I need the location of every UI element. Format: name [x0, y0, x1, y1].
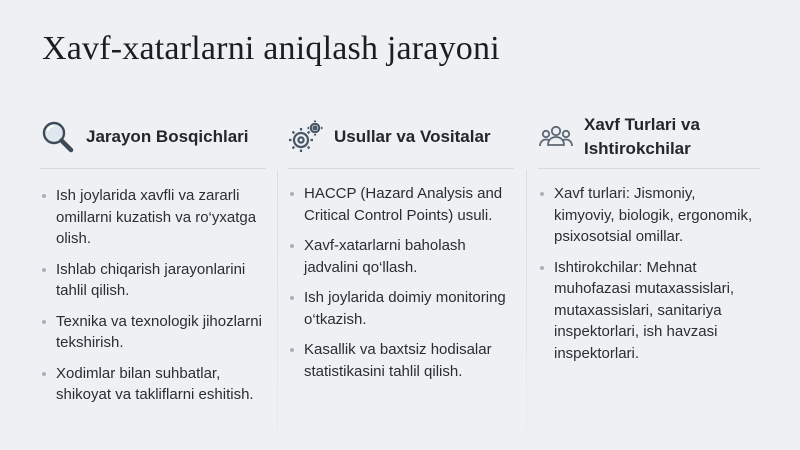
- bullet-icon: [42, 372, 46, 376]
- column-divider: [277, 170, 278, 430]
- list-item: Texnika va texnologik jihozlarni tekshirish.: [40, 311, 266, 354]
- bullet-icon: [540, 192, 544, 196]
- column-heading: Xavf Turlari va Ishtirokchilar: [584, 115, 700, 158]
- divider: [288, 168, 514, 169]
- column-heading: Usullar va Vositalar: [334, 127, 491, 146]
- bullet-icon: [290, 244, 294, 248]
- divider: [40, 168, 266, 169]
- divider: [538, 168, 760, 169]
- list-item: Ishlab chiqarish jarayonlarini tahlil qilish.: [40, 259, 266, 302]
- bullet-icon: [42, 268, 46, 272]
- column-process-steps: [40, 112, 266, 442]
- column-risk-types-participants: [538, 112, 760, 442]
- list-item: Ishtirokchilar: Mehnat muhofazasi mutaxassislari, mutaxassislari, sanitariya inspektorlari, ish havzasi inspektorlari.: [538, 257, 760, 365]
- magnifier-icon: [40, 117, 80, 157]
- page-title: Xavf-xatarlarni aniqlash jarayoni: [42, 30, 500, 67]
- bullet-list: [538, 183, 760, 364]
- bullet-icon: [290, 348, 294, 352]
- list-item: Xavf-xatarlarni baholash jadvalini qo‘llash.: [288, 235, 514, 278]
- list-item: Xodimlar bilan suhbatlar, shikoyat va takliflarni eshitish.: [40, 363, 266, 406]
- people-group-icon: [538, 117, 578, 157]
- list-item: Ish joylarida doimiy monitoring o‘tkazish.: [288, 287, 514, 330]
- list-item: Ish joylarida xavfli va zararli omillarni kuzatish va ro‘yxatga olish.: [40, 185, 266, 250]
- column-methods-tools: [288, 112, 514, 442]
- bullet-icon: [290, 296, 294, 300]
- gears-icon: [288, 117, 328, 157]
- column-heading: Jarayon Bosqichlari: [86, 127, 249, 146]
- bullet-list: [288, 183, 514, 382]
- bullet-icon: [42, 320, 46, 324]
- bullet-icon: [290, 192, 294, 196]
- bullet-icon: [42, 194, 46, 198]
- bullet-icon: [540, 266, 544, 270]
- column-divider: [526, 170, 527, 430]
- list-item: Kasallik va baxtsiz hodisalar statistikasini tahlil qilish.: [288, 339, 514, 382]
- list-item: HACCP (Hazard Analysis and Critical Control Points) usuli.: [288, 183, 514, 226]
- column-header: [288, 112, 514, 162]
- column-header: [538, 112, 760, 162]
- list-item: Xavf turlari: Jismoniy, kimyoviy, biologik, ergonomik, psixosotsial omillar.: [538, 183, 760, 248]
- column-header: [40, 112, 266, 162]
- bullet-list: [40, 185, 266, 406]
